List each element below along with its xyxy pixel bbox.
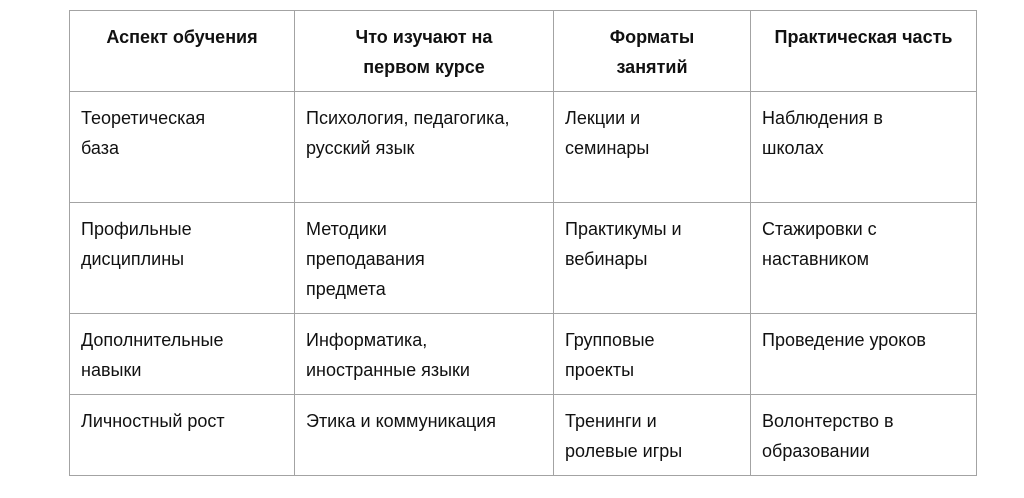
table-cell: Психология, педагогика, русский язык [295, 92, 554, 203]
table-cell: Практикумы и вебинары [554, 203, 751, 314]
table-cell: Профильные дисциплины [70, 203, 295, 314]
table-cell: Методики преподавания предмета [295, 203, 554, 314]
table-cell: Дополнительные навыки [70, 314, 295, 395]
table-row [70, 314, 977, 395]
header-row [70, 11, 977, 92]
table-row [70, 395, 977, 476]
header-cell: Что изучают на первом курсе [295, 11, 554, 92]
table-cell: Этика и коммуникация [295, 395, 554, 476]
table-row [70, 92, 977, 203]
table-cell: Личностный рост [70, 395, 295, 476]
table-cell: Теоретическая база [70, 92, 295, 203]
table-cell: Лекции и семинары [554, 92, 751, 203]
study-table [69, 10, 977, 476]
table-row [70, 203, 977, 314]
table-cell: Стажировки с наставником [751, 203, 977, 314]
table-cell: Волонтерство в образовании [751, 395, 977, 476]
table-cell: Наблюдения в школах [751, 92, 977, 203]
header-cell: Аспект обучения [70, 11, 295, 92]
header-cell: Форматы занятий [554, 11, 751, 92]
table-cell: Тренинги и ролевые игры [554, 395, 751, 476]
header-cell: Практическая часть [751, 11, 977, 92]
table-cell: Проведение уроков [751, 314, 977, 395]
table-cell: Групповые проекты [554, 314, 751, 395]
table-cell: Информатика, иностранные языки [295, 314, 554, 395]
